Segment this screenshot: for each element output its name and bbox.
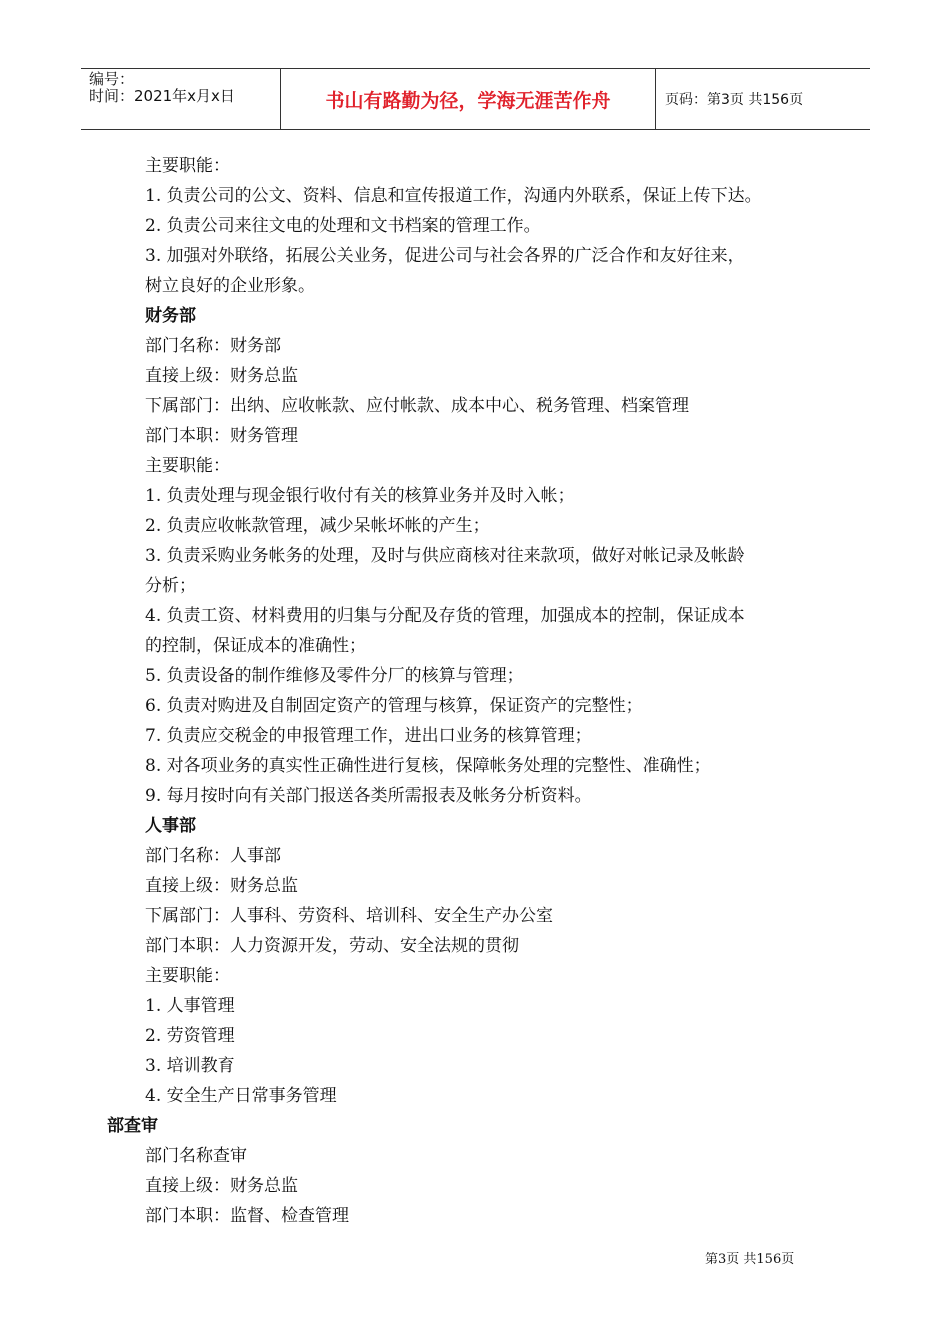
list-item: 6. 负责对购进及自制固定资产的管理与核算，保证资产的完整性； bbox=[145, 696, 643, 716]
functions-label: 主要职能： bbox=[145, 966, 230, 986]
dept-duty: 部门本职：财务管理 bbox=[145, 426, 298, 446]
document-number-label: 编号： bbox=[89, 70, 135, 88]
dept-duty: 部门本职：监督、检查管理 bbox=[145, 1206, 349, 1226]
functions-label: 主要职能： bbox=[145, 156, 230, 176]
header-motto: 书山有路勤为径，学海无涯苦作舟 bbox=[281, 69, 656, 129]
list-item: 3. 负责采购业务帐务的处理，及时与供应商核对往来款项，做好对帐记录及帐龄 bbox=[145, 546, 745, 566]
list-item-continuation: 的控制，保证成本的准确性； bbox=[145, 636, 366, 656]
list-item: 4. 安全生产日常事务管理 bbox=[145, 1086, 337, 1106]
list-item: 5. 负责设备的制作维修及零件分厂的核算与管理； bbox=[145, 666, 524, 686]
dept-duty: 部门本职：人力资源开发，劳动、安全法规的贯彻 bbox=[145, 936, 519, 956]
list-item: 7. 负责应交税金的申报管理工作，进出口业务的核算管理； bbox=[145, 726, 592, 746]
dept-superior: 直接上级：财务总监 bbox=[145, 876, 298, 896]
list-item: 1. 负责公司的公文、资料、信息和宣传报道工作，沟通内外联系，保证上传下达。 bbox=[145, 186, 762, 206]
list-item: 1. 负责处理与现金银行收付有关的核算业务并及时入帐； bbox=[145, 486, 575, 506]
section-title-hr: 人事部 bbox=[145, 816, 196, 836]
header-page-info: 页码：第3页 共156页 bbox=[665, 92, 804, 108]
dept-superior: 直接上级：财务总监 bbox=[145, 366, 298, 386]
list-item: 3. 培训教育 bbox=[145, 1056, 235, 1076]
list-item: 4. 负责工资、材料费用的归集与分配及存货的管理，加强成本的控制，保证成本 bbox=[145, 606, 745, 626]
list-item: 8. 对各项业务的真实性正确性进行复核，保障帐务处理的完整性、准确性； bbox=[145, 756, 711, 776]
list-item: 2. 负责公司来往文电的处理和文书档案的管理工作。 bbox=[145, 216, 541, 236]
list-item: 9. 每月按时向有关部门报送各类所需报表及帐务分析资料。 bbox=[145, 786, 592, 806]
dept-name: 部门名称：人事部 bbox=[145, 846, 281, 866]
functions-label: 主要职能： bbox=[145, 456, 230, 476]
dept-superior: 直接上级：财务总监 bbox=[145, 1176, 298, 1196]
list-item: 1. 人事管理 bbox=[145, 996, 235, 1016]
list-item: 3. 加强对外联络，拓展公关业务，促进公司与社会各界的广泛合作和友好往来， bbox=[145, 246, 745, 266]
dept-name: 部门名称：财务部 bbox=[145, 336, 281, 356]
dept-subordinate: 下属部门：出纳、应收帐款、应付帐款、成本中心、税务管理、档案管理 bbox=[145, 396, 689, 416]
section-title-audit: 部查审 bbox=[107, 1116, 158, 1136]
page-footer: 第3页 共156页 bbox=[705, 1252, 795, 1267]
list-item-continuation: 分析； bbox=[145, 576, 196, 596]
header-meta bbox=[81, 69, 281, 129]
document-time: 时间：2021年x月x日 bbox=[89, 87, 235, 105]
page-header bbox=[81, 68, 870, 130]
list-item: 2. 劳资管理 bbox=[145, 1026, 235, 1046]
dept-name: 部门名称查审 bbox=[145, 1146, 247, 1166]
list-item: 2. 负责应收帐款管理，减少呆帐坏帐的产生； bbox=[145, 516, 490, 536]
list-item-continuation: 树立良好的企业形象。 bbox=[145, 276, 315, 296]
section-title-finance: 财务部 bbox=[145, 306, 196, 326]
dept-subordinate: 下属部门：人事科、劳资科、培训科、安全生产办公室 bbox=[145, 906, 553, 926]
